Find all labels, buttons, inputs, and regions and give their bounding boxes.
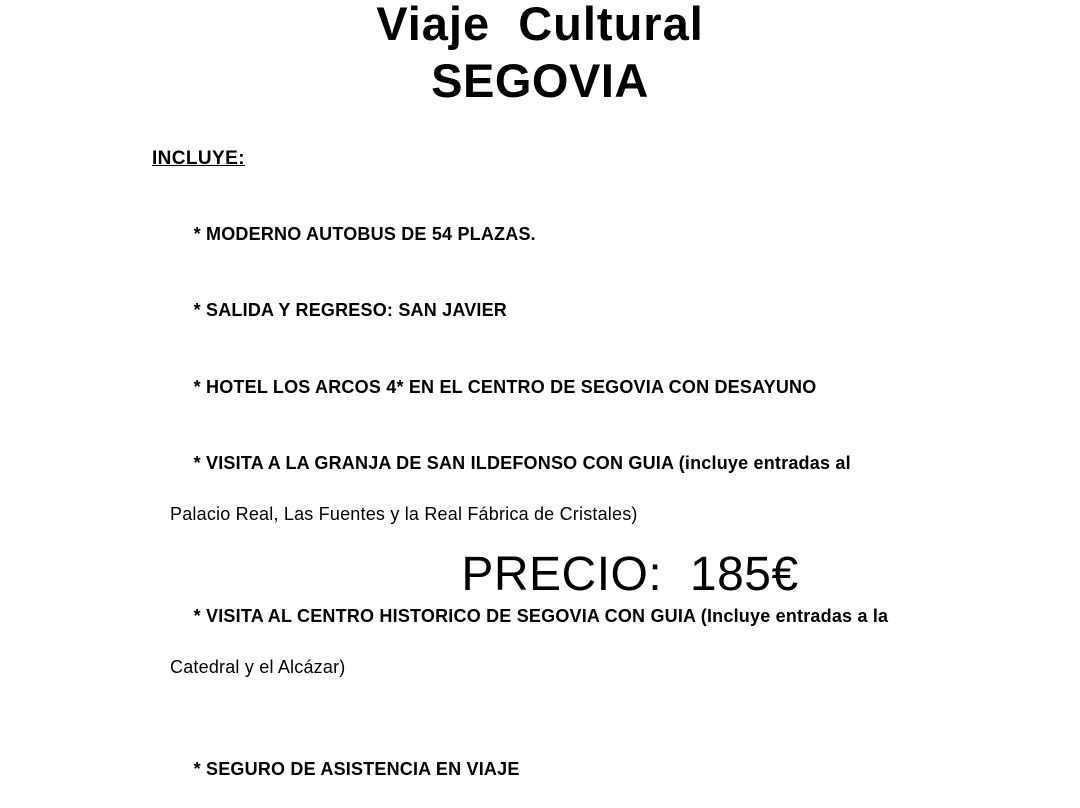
list-item xyxy=(152,196,972,273)
list-item xyxy=(152,349,972,426)
includes-section xyxy=(152,148,972,808)
list-item-continuation: Catedral y el Alcázar) xyxy=(152,655,972,681)
list-item-text: * SALIDA Y REGRESO: SAN JAVIER xyxy=(194,300,507,320)
poster-title xyxy=(0,0,1080,110)
list-item-text: * MODERNO AUTOBUS DE 54 PLAZAS. xyxy=(194,224,536,244)
list-item-continuation: Palacio Real, Las Fuentes y la Real Fábrica de Cristales) xyxy=(152,502,972,528)
list-item-text: * VISITA AL CENTRO HISTORICO DE SEGOVIA CON GUIA (Incluye entradas a la xyxy=(194,606,889,626)
list-item-text: * HOTEL LOS ARCOS 4* EN EL CENTRO DE SEGOVIA CON DESAYUNO xyxy=(194,377,817,397)
list-item xyxy=(152,273,972,350)
list-item-text: * SEGURO DE ASISTENCIA EN VIAJE xyxy=(194,759,520,779)
list-item-text: * VISITA A LA GRANJA DE SAN ILDEFONSO CON GUIA (incluye entradas al xyxy=(194,453,851,473)
includes-list xyxy=(152,196,972,808)
title-line-viaje-cultural: Viaje Cultural xyxy=(0,0,1080,52)
title-line-segovia: SEGOVIA xyxy=(0,52,1080,110)
price-label: PRECIO: 185€ xyxy=(0,547,1080,602)
list-item xyxy=(152,732,972,808)
includes-heading: INCLUYE: xyxy=(152,148,972,170)
